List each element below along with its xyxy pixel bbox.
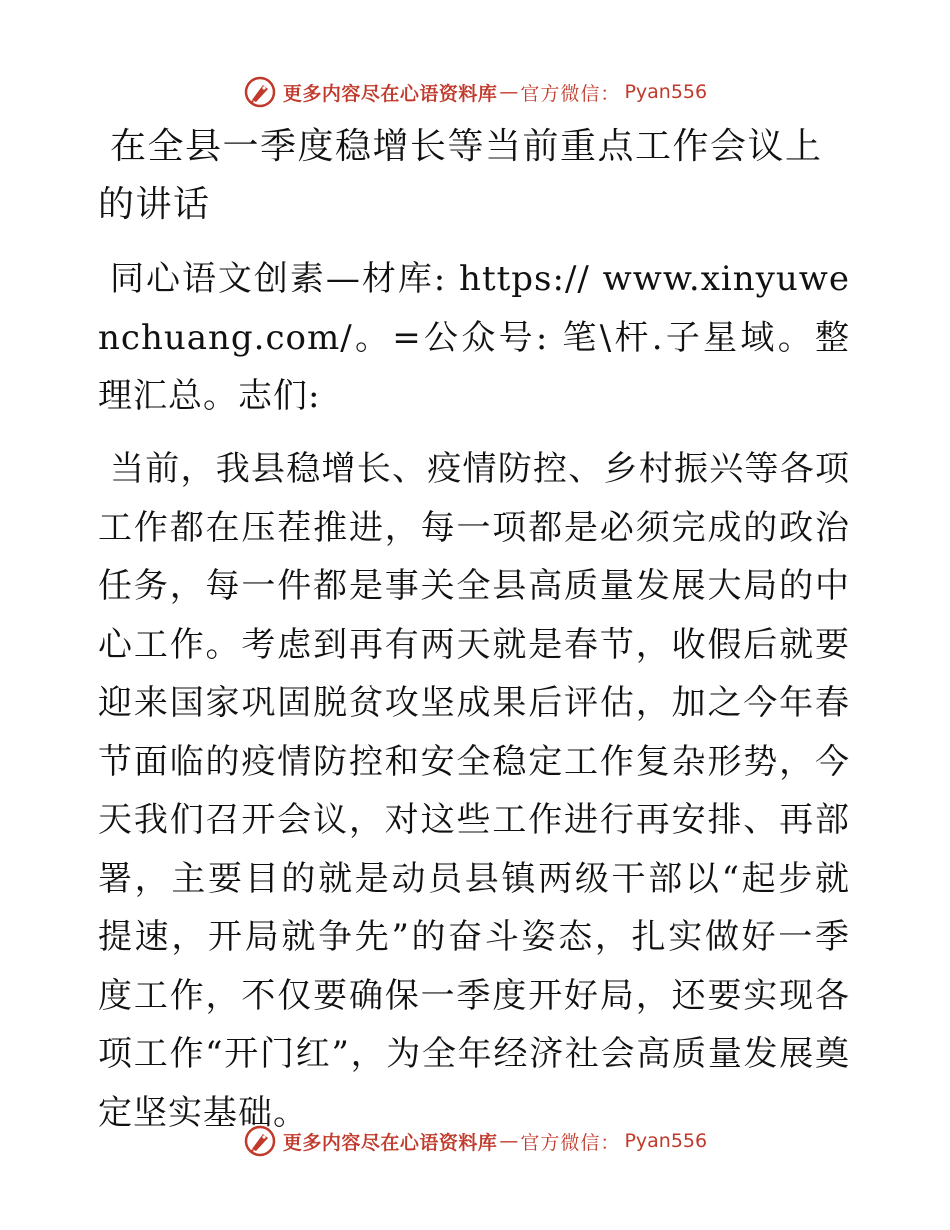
pen-nib-logo-icon xyxy=(243,75,277,109)
footer-banner xyxy=(0,1121,950,1161)
banner-dash: — xyxy=(499,1130,519,1152)
source-line: 同心语文创素—材库: https:// www.xinyuwenchuang.com/。=公众号: 笔\杆.子星域。整理汇总。志们: xyxy=(98,259,850,416)
banner-official-label: 官方微信： xyxy=(520,82,621,105)
banner-main-text: 更多内容尽在心语资料库 xyxy=(282,82,498,105)
banner-dash: — xyxy=(499,81,519,103)
body-paragraph: 当前，我县稳增长、疫情防控、乡村振兴等各项工作都在压茬推进，每一项都是必须完成的政治任务，每一件都是事关全县高质量发展大局的中心工作。考虑到再有两天就是春节，收假后就要迎来国家巩固脱贫攻坚成果后评估，加之今年春节面临的疫情防控和安全稳定工作复杂形势，今天我们召开会议，对这些工作进行再安排、再部署，主要目的就是动员县镇两级干部以“起步就提速，开局就争先”的奋斗姿态，扎实做好一季度工作，不仅要确保一季度开好局，还要实现各项工作“开门红”，为全年经济社会高质量发展奠定坚实基础。 xyxy=(98,449,850,1133)
banner-account: Pyan556 xyxy=(624,1130,708,1152)
header-banner xyxy=(0,72,950,112)
banner-official-label: 官方微信： xyxy=(520,1131,621,1154)
banner-account: Pyan556 xyxy=(624,81,708,103)
pen-nib-logo-icon xyxy=(243,1124,277,1158)
banner-main-text: 更多内容尽在心语资料库 xyxy=(282,1131,498,1154)
document-title: 在全县一季度稳增长等当前重点工作会议上的讲话 xyxy=(98,126,823,225)
